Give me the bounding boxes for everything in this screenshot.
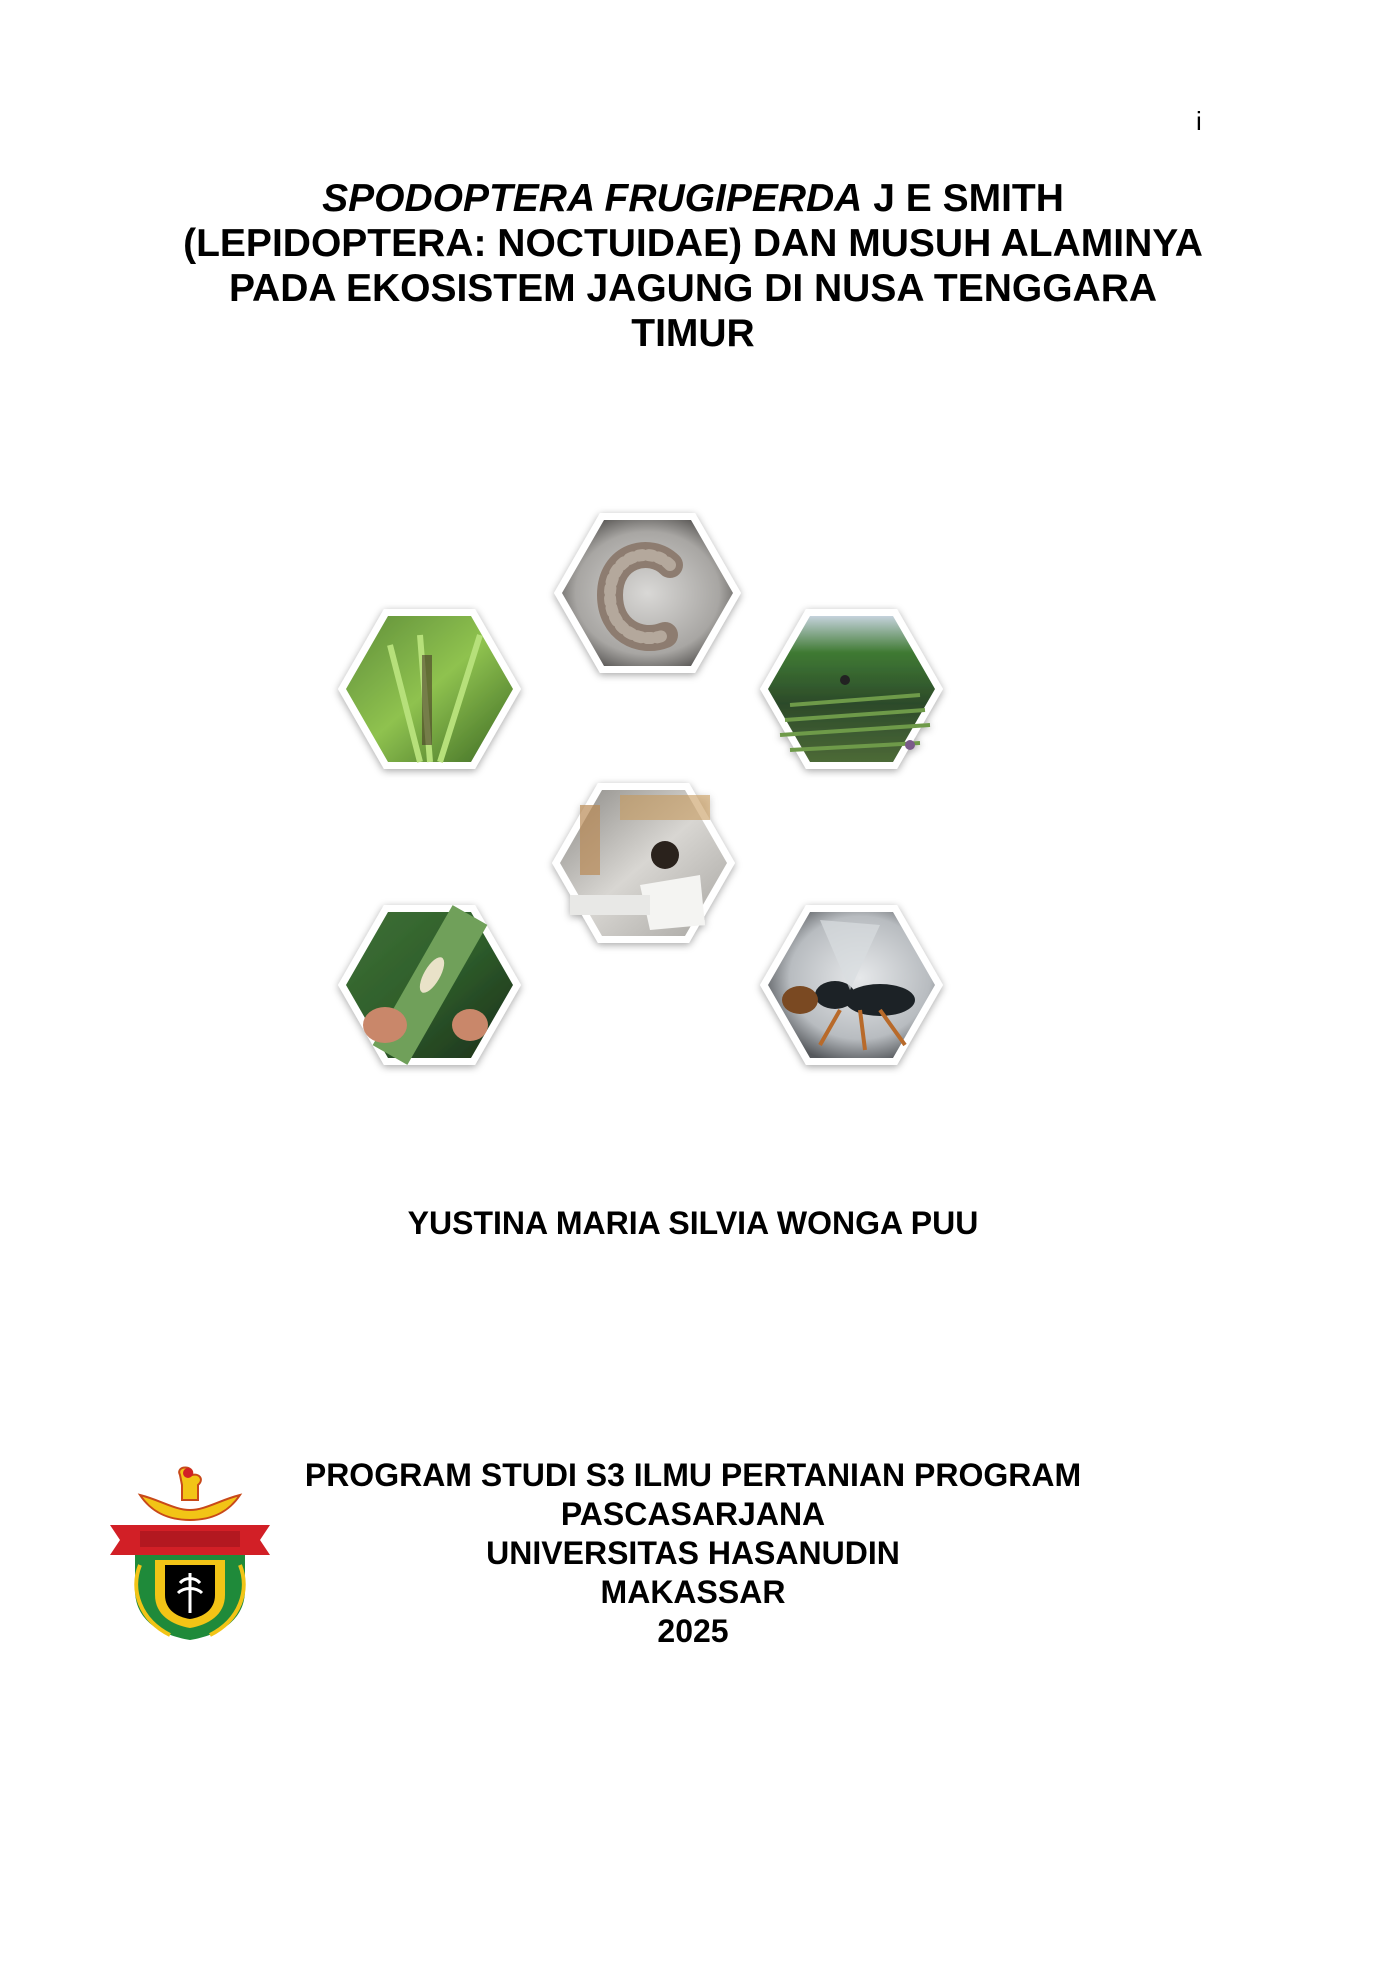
year: 2025 [657,1613,729,1649]
title-line-3: PADA EKOSISTEM JAGUNG DI NUSA TENGGARA [228,267,1158,310]
thesis-title [160,176,1226,356]
program-line: PROGRAM STUDI S3 ILMU PERTANIAN PROGRAM [304,1457,1082,1493]
hex-photo-larva [554,513,741,673]
hexagon-photo-collage [320,505,1080,1125]
hex-photo-corn-plant [338,609,521,769]
affiliation-block [260,1456,1126,1651]
graduate-school-line: PASCASARJANA [560,1496,826,1532]
university-name: UNIVERSITAS HASANUDIN [486,1535,900,1571]
hex-photo-maize-field [760,609,943,769]
species-name: SPODOPTERA FRUGIPERDA [322,177,863,220]
hex-photo-parasitoid-wasp [760,905,943,1065]
title-line-4: TIMUR [631,312,755,355]
title-line-2: (LEPIDOPTERA: NOCTUIDAE) DAN MUSUH ALAMINYA [183,222,1203,265]
university-logo [100,1465,280,1645]
author-name: YUSTINA MARIA SILVIA WONGA PUU [407,1205,979,1241]
hex-photo-egg-mass-on-leaf [338,905,521,1065]
city: MAKASSAR [600,1574,786,1610]
page-number: i [1196,106,1202,136]
hex-photo-laboratory [552,783,735,943]
title-line-1 [160,176,1226,221]
species-author: J E SMITH [862,177,1064,220]
